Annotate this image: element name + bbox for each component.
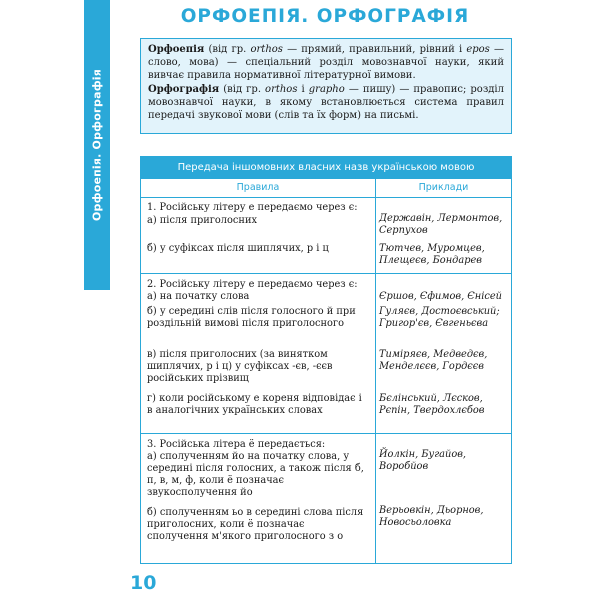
column-header-examples: Приклади: [418, 182, 469, 193]
rules-table: [140, 156, 512, 564]
divider: [141, 197, 511, 198]
rule-3-b: б) сполученням ьо в середині слова після приголосних, коли ё позначає сполучення м'якого приголосного з о: [147, 507, 364, 542]
example-3-b: Верьовкін, Дьорнов, Новосьоловка: [379, 505, 484, 528]
example-1-b: Тютчев, Муромцев, Плещеєв, Бондарев: [379, 243, 485, 266]
rule-2-d: г) коли російському е кореня відповідає і в аналогічних українських словах: [147, 393, 362, 416]
rule-2-a: а) на початку слова: [147, 291, 250, 302]
side-tab: [84, 0, 110, 290]
table-title: Передача іншомовних власних назв українською мовою: [141, 157, 511, 179]
definition-orthoepy: Орфоепія (від гр. orthos — прямий, правильний, рівний і epos — слово, мова) — спеціальний розділ мовознавчої науки, який вивчає правила нормативної літературної вимови.: [148, 44, 505, 82]
rule-3-a: а) сполученням йо на початку слова, у середині після голосних, а також після б, п, в, м, ф, коли ё позначає звукосполучення йо: [147, 451, 364, 498]
definition-orthography: Орфографія (від гр. orthos і grapho — пишу) — правопис; розділ мовознавчої науки, в якому встановлюється система правил передачі звукової мови (слів та їх форм) на письмі.: [148, 83, 504, 122]
example-3-a: Йолкін, Бугайов, Воробйов: [379, 449, 467, 472]
column-divider: [375, 179, 376, 563]
side-tab-label: Орфоепія. Орфографія: [90, 68, 104, 222]
rule-1-b: б) у суфіксах після шиплячих, р і ц: [147, 243, 329, 254]
rule-2-heading: 2. Російську літеру е передаємо через є:: [147, 279, 358, 290]
rule-3-heading: 3. Російська літера ё передається:: [147, 439, 326, 450]
rule-1-heading: 1. Російську літеру е передаємо через є:: [147, 202, 358, 213]
page-number: 10: [130, 572, 157, 594]
rule-2-b: б) у середині слів після голосного й при роздільній вимові після приголосного: [147, 306, 356, 329]
page-title: ОРФОЕПІЯ. ОРФОГРАФІЯ: [180, 6, 470, 27]
divider: [141, 433, 511, 434]
divider: [141, 273, 511, 274]
example-2-a: Єршов, Єфимов, Єнісей: [379, 291, 502, 302]
rule-2-c: в) після приголосних (за винятком шиплячих, р і ц) у суфіксах -єв, -єєв російських прізвищ: [147, 349, 333, 384]
definition-box: [140, 38, 512, 134]
column-header-rules: Правила: [236, 182, 280, 193]
example-2-c: Тиміряєв, Медведєв, Менделєєв, Гордєєв: [379, 349, 488, 372]
rule-1-a: а) після приголосних: [147, 215, 257, 226]
example-2-d: Бєлінський, Лєсков, Рєпін, Твердохлєбов: [379, 393, 485, 416]
example-1-a: Державін, Лермонтов, Серпухов: [379, 213, 503, 236]
example-2-b: Гуляєв, Достоєвський; Григор'єв, Євгеньєва: [379, 306, 500, 329]
